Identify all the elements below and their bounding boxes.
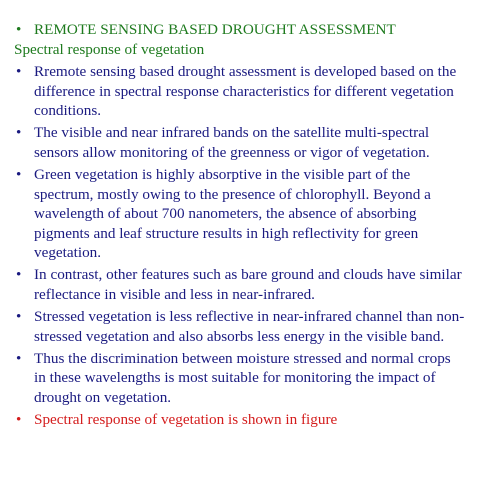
bullet-marker: • (16, 266, 22, 284)
bullet-text: Stressed vegetation is less reflective in near-infrared channel than non-stressed vegetation and also absorbs less energy in the visible band. (34, 308, 465, 345)
bullet-point-2 (14, 123, 466, 162)
bullet-marker: • (16, 124, 22, 142)
bullet-marker: • (16, 165, 22, 183)
slide-title: REMOTE SENSING BASED DROUGHT ASSESSMENT (34, 21, 396, 38)
bullet-text: The visible and near infrared bands on the satellite multi-spectral sensors allow monitoring of the greenness or vigor of vegetation. (34, 124, 430, 161)
bullet-text: Thus the discrimination between moisture stressed and normal crops in these wavelengths is most suitable for monitoring the impact of drought on vegetation. (34, 349, 451, 406)
bullet-point-4 (14, 265, 466, 304)
bullet-point-3 (14, 165, 466, 263)
bullet-point-1 (14, 62, 466, 121)
bullet-text: In contrast, other features such as bare ground and clouds have similar reflectance in visible and less in near-infrared. (34, 266, 462, 304)
slide-title-row (14, 20, 466, 39)
slide-subtitle: Spectral response of vegetation (14, 41, 205, 58)
bullet-text: Rremote sensing based drought assessment is developed based on the difference in spectral response characteristics for different vegetation conditions. (34, 63, 457, 120)
bullet-marker: • (16, 308, 22, 326)
bullet-text-final: Spectral response of vegetation is shown in figure (34, 411, 338, 429)
bullet-text: Green vegetation is highly absorptive in the visible part of the spectrum, mostly owing to the presence of chlorophyll. Beyond a wavelength of about 700 nanometers, the absence of absorbing pigments and leaf structure results in high reflectivity for green vegetation. (34, 165, 431, 262)
bullet-list (14, 62, 466, 430)
bullet-point-5 (14, 307, 466, 346)
bullet-point-6 (14, 349, 466, 408)
title-bullet: • (16, 21, 22, 38)
bullet-marker-final: • (16, 411, 22, 429)
bullet-marker: • (16, 63, 22, 80)
bullet-point-final (14, 410, 466, 430)
bullet-marker: • (16, 349, 22, 367)
